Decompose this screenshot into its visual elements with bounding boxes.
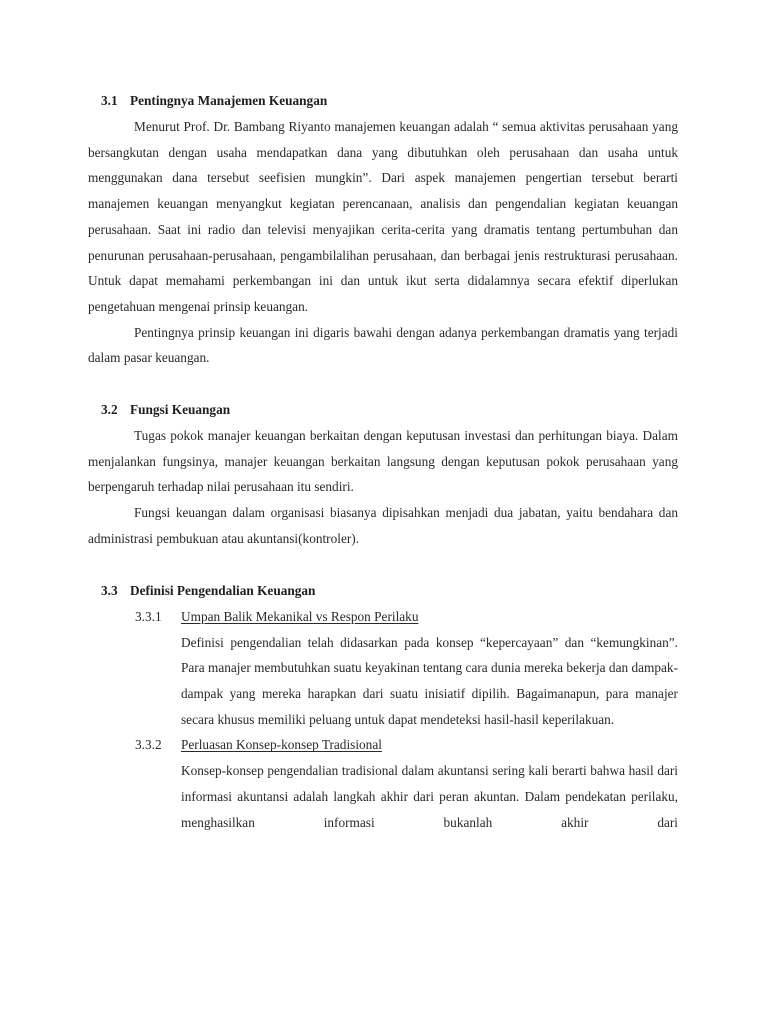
subsection-paragraph: Definisi pengendalian telah didasarkan pada konsep “kepercayaan” dan “kemungkinan”. Para manajer membutuhkan suatu keyakinan tentang cara dunia mereka bekerja dan dampak-dampak yang mereka harapkan dari suatu inisiatif dipilih. Bagaimanapun, para manajer secara khusus memiliki peluang untuk dapat mendeteksi hasil-hasil keperilakuan. <box>181 634 678 727</box>
paragraph: Fungsi keuangan dalam organisasi biasanya dipisahkan menjadi dua jabatan, yaitu bendahara dan administrasi pembukuan atau akuntansi(kontroler). <box>88 505 678 546</box>
text-column <box>88 88 678 835</box>
subsection-heading-3-3-1 <box>88 604 678 630</box>
subsection-number: 3.3.2 <box>135 737 162 753</box>
section-title: Pentingnya Manajemen Keuangan <box>130 93 328 108</box>
subsection-title: Perluasan Konsep-konsep Tradisional <box>181 737 382 753</box>
subsection-number: 3.3.1 <box>135 608 162 624</box>
subsection-heading-3-3-2 <box>88 732 678 758</box>
section-heading-3-3 <box>88 578 678 604</box>
section-heading-3-2 <box>88 397 678 423</box>
section-title: Definisi Pengendalian Keuangan <box>130 582 316 598</box>
section-heading-3-1 <box>88 88 678 114</box>
spacer <box>88 552 678 578</box>
subsection-title: Umpan Balik Mekanikal vs Respon Perilaku <box>181 608 419 624</box>
subsection-paragraph: Konsep-konsep pengendalian tradisional dalam akuntansi sering kali berarti bahwa hasil dari informasi akuntansi adalah langkah akhir dari peran akuntan. Dalam pendekatan perilaku, menghasilkan informasi bukanlah akhir dari <box>181 763 678 830</box>
section-number: 3.1 <box>101 93 118 108</box>
section-number: 3.2 <box>101 402 118 418</box>
paragraph: Pentingnya prinsip keuangan ini digaris bawahi dengan adanya perkembangan dramatis yang terjadi dalam pasar keuangan. <box>88 324 678 366</box>
paragraph: Menurut Prof. Dr. Bambang Riyanto manajemen keuangan adalah “ semua aktivitas perusahaan yang bersangkutan dengan usaha mendapatkan dana yang dibutuhkan oleh perusahaan dan usaha untuk menggunakan dana tersebut seefisien mungkin”. Dari aspek manajemen pengertian tersebut berarti manajemen keuangan menyangkut kegiatan perencanaan, analisis dan pengendalian kegiatan keuangan perusahaan. Saat ini radio dan televisi menyajikan cerita-cerita yang dramatis tentang pertumbuhan dan penurunan perusahaan-perusahaan, pengambilalihan perusahaan, dan berbagai jenis restrukturasi perusahaan. Untuk dapat memahami perkembangan ini dan untuk ikut serta didalamnya secara efektif diperlukan pengetahuan mengenai prinsip keuangan. <box>88 119 678 314</box>
spacer <box>88 371 678 397</box>
section-title: Fungsi Keuangan <box>130 402 231 418</box>
paragraph: Tugas pokok manajer keuangan berkaitan dengan keputusan investasi dan perhitungan biaya. Dalam menjalankan fungsinya, manajer keuangan berkaitan langsung dengan keputusan pokok perusahaan yang berpengaruh terhadap nilai perusahaan itu sendiri. <box>88 428 678 495</box>
section-number: 3.3 <box>101 582 118 598</box>
